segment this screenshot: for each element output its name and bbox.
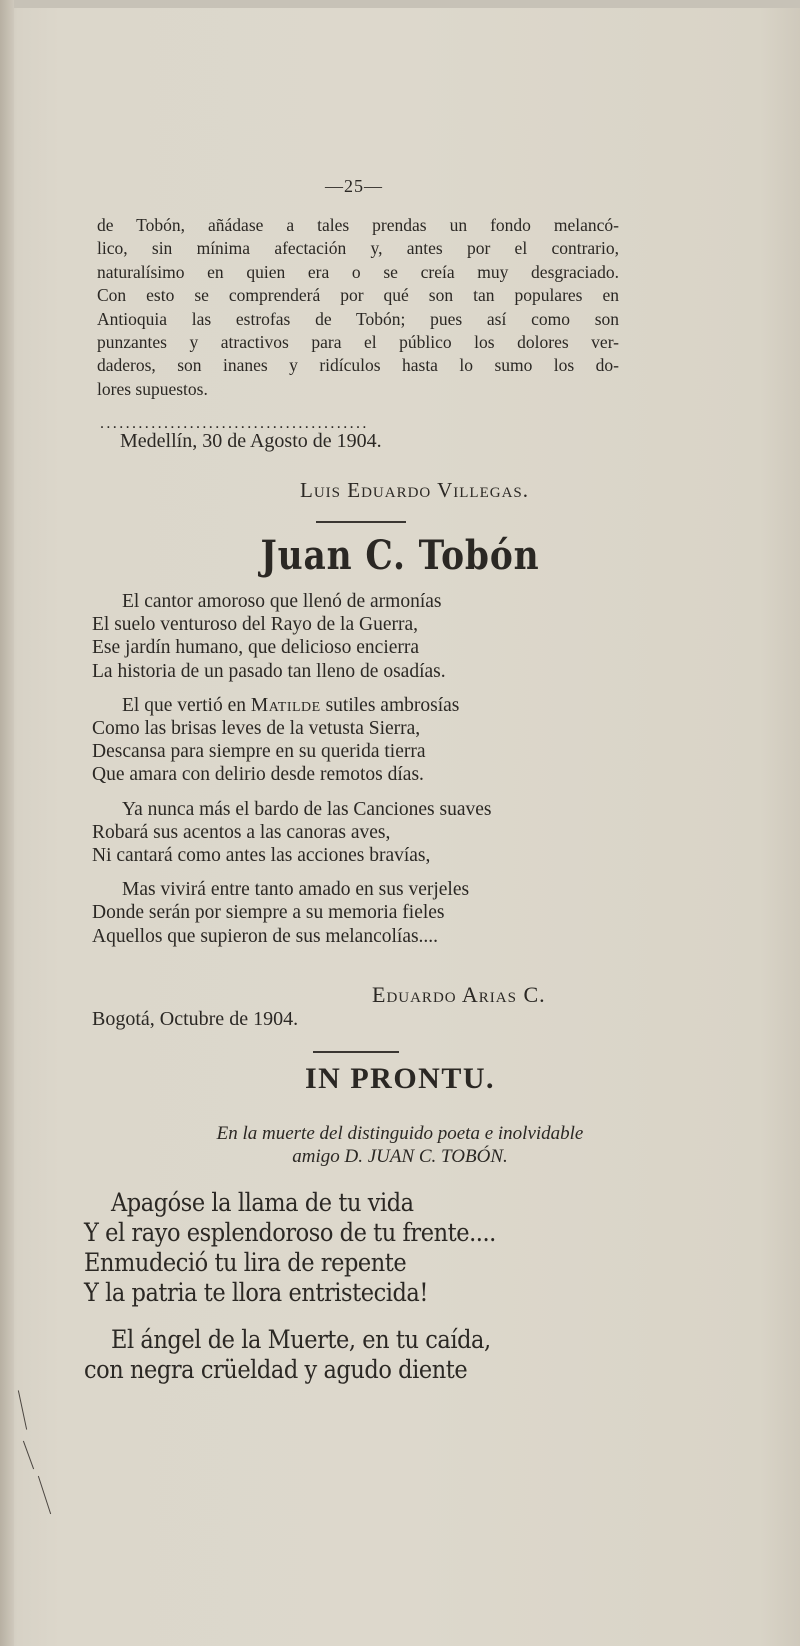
verse-line: El cantor amoroso que llenó de armonías — [122, 591, 442, 612]
paragraph-line: naturalísimo en quien era o se creía muy desgraciado. — [97, 261, 619, 282]
verse-text: El que vertió en — [122, 694, 246, 716]
verse-line: Ya nunca más el bardo de las Canciones suaves — [122, 798, 492, 820]
paragraph-line: punzantes y atractivos para el público los dolores ver- — [97, 332, 619, 353]
verse-line: El ángel de la Muerte, en tu caída, — [111, 1325, 491, 1354]
verse-line: El suelo venturoso del Rayo de la Guerra, — [92, 614, 418, 636]
poem-title-juan-tobon: Juan C. Tobón — [260, 532, 540, 579]
verse-line: con negra crüeldad y agudo diente — [84, 1355, 468, 1384]
stanza — [84, 1325, 496, 1385]
verse-text: sutiles ambrosías — [325, 694, 460, 716]
paragraph-line: daderos, son inanes y ridículos hasta lo sumo los do- — [97, 355, 619, 376]
dedication-line: amigo D. JUAN C. TOBÓN. — [292, 1146, 508, 1167]
author-signature-villegas: Luis Eduardo Villegas. — [300, 478, 530, 502]
verse-line — [92, 694, 492, 717]
scan-binding-edge — [0, 0, 14, 1646]
dotted-separator: .......................................... — [100, 415, 369, 432]
verse-line: Apagóse la llama de tu vida — [111, 1188, 414, 1217]
verse-line: Como las brisas leves de la vetusta Sierra, — [92, 718, 421, 740]
margin-pencil-mark — [18, 1390, 27, 1429]
place-date-bogota: Bogotá, Octubre de 1904. — [92, 1008, 299, 1030]
author-signature-arias: Eduardo Arias C. — [372, 982, 546, 1007]
stanza — [92, 590, 492, 683]
page-number: —25— — [325, 176, 383, 196]
paragraph-line: lico, sin mínima afectación y, antes por el contrario, — [97, 238, 619, 259]
dedication-line: En la muerte del distinguido poeta e inolvidable — [216, 1123, 584, 1144]
verse-line: Mas vivirá entre tanto amado en sus verjeles — [122, 879, 470, 901]
paragraph-line: lores supuestos. — [97, 378, 208, 399]
verse-line: Aquellos que supieron de sus melancolías.... — [92, 925, 439, 947]
verse-line: Y la patria te llora entristecida! — [84, 1278, 428, 1307]
verse-line: Que amara con delirio desde remotos días. — [92, 764, 424, 786]
place-date-medellin: Medellín, 30 de Agosto de 1904. — [120, 430, 382, 452]
verse-line: Y el rayo esplendoroso de tu frente.... — [84, 1218, 496, 1247]
margin-pencil-mark — [23, 1441, 34, 1470]
paragraph-line: de Tobón, añádase a tales prendas un fondo melancó- — [97, 215, 619, 235]
verse-line: Robará sus acentos a las canoras aves, — [92, 821, 391, 843]
poem-dedication — [0, 1122, 800, 1168]
stanza — [84, 1188, 496, 1308]
stanza — [92, 878, 492, 948]
verse-line: Enmudeció tu lira de repente — [84, 1248, 407, 1277]
poem-title-in-prontu: IN PRONTU. — [304, 1062, 495, 1095]
section-divider — [313, 1051, 399, 1053]
paragraph-line: Antioquia las estrofas de Tobón; pues así como son — [97, 308, 619, 329]
poem-in-prontu — [84, 1188, 496, 1402]
verse-name-matilde: Matilde — [250, 694, 321, 716]
stanza — [92, 694, 492, 787]
margin-pencil-mark — [38, 1476, 51, 1514]
sonnet — [92, 590, 492, 959]
verse-line: Descansa para siempre en su querida tierra — [92, 741, 426, 763]
verse-line: Donde serán por siempre a su memoria fieles — [92, 902, 445, 924]
stanza — [92, 798, 492, 868]
scan-top-edge — [0, 0, 800, 8]
verse-line: La historia de un pasado tan lleno de osadías. — [92, 660, 446, 682]
paragraph-line: Con esto se comprenderá por qué son tan populares en — [97, 285, 619, 306]
section-divider — [316, 521, 406, 523]
essay-paragraph — [97, 214, 619, 401]
verse-line: Ese jardín humano, que delicioso encierra — [92, 637, 420, 659]
verse-line: Ni cantará como antes las acciones bravías, — [92, 845, 431, 867]
